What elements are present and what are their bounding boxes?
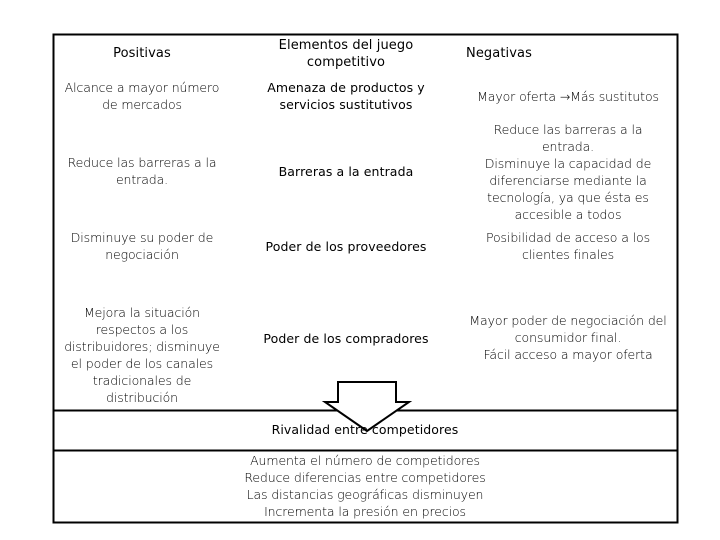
row3-element: Poder de los proveedores bbox=[265, 238, 427, 254]
row4-positive: Mejora la situación respectos a los distribuidores; disminuye el poder de los canales tradicionales de distribución bbox=[64, 305, 220, 405]
header-elements: Elementos del juego competitivo bbox=[278, 38, 414, 70]
row2-positive: Reduce las barreras a la entrada. bbox=[67, 155, 217, 187]
rivalry-title: Rivalidad entre competidores bbox=[271, 421, 459, 437]
header-positive: Positivas bbox=[113, 45, 171, 61]
header-negative: Negativas bbox=[466, 45, 532, 61]
row1-negative: Mayor oferta →Más sustitutos bbox=[477, 88, 659, 104]
row4-element: Poder de los compradores bbox=[263, 330, 429, 346]
row1-positive: Alcance a mayor número de mercados bbox=[64, 80, 220, 112]
row3-negative: Posibilidad de acceso a los clientes finales bbox=[486, 230, 650, 262]
row3-positive: Disminuye su poder de negociación bbox=[70, 230, 214, 262]
row2-negative: Reduce las barreras a la entrada. Disminuye la capacidad de diferenciarse mediante la tecnología, ya que ésta es accesible a todos bbox=[484, 122, 652, 222]
row2-element: Barreras a la entrada bbox=[278, 163, 414, 179]
row1-element: Amenaza de productos y servicios sustitutivos bbox=[267, 80, 425, 112]
row4-negative: Mayor poder de negociación del consumidor final. Fácil acceso a mayor oferta bbox=[469, 312, 667, 362]
rivalry-effects: Aumenta el número de competidores Reduce diferencias entre competidores Las distancias geográficas disminuyen Incrementa la presión en precios bbox=[244, 453, 486, 519]
